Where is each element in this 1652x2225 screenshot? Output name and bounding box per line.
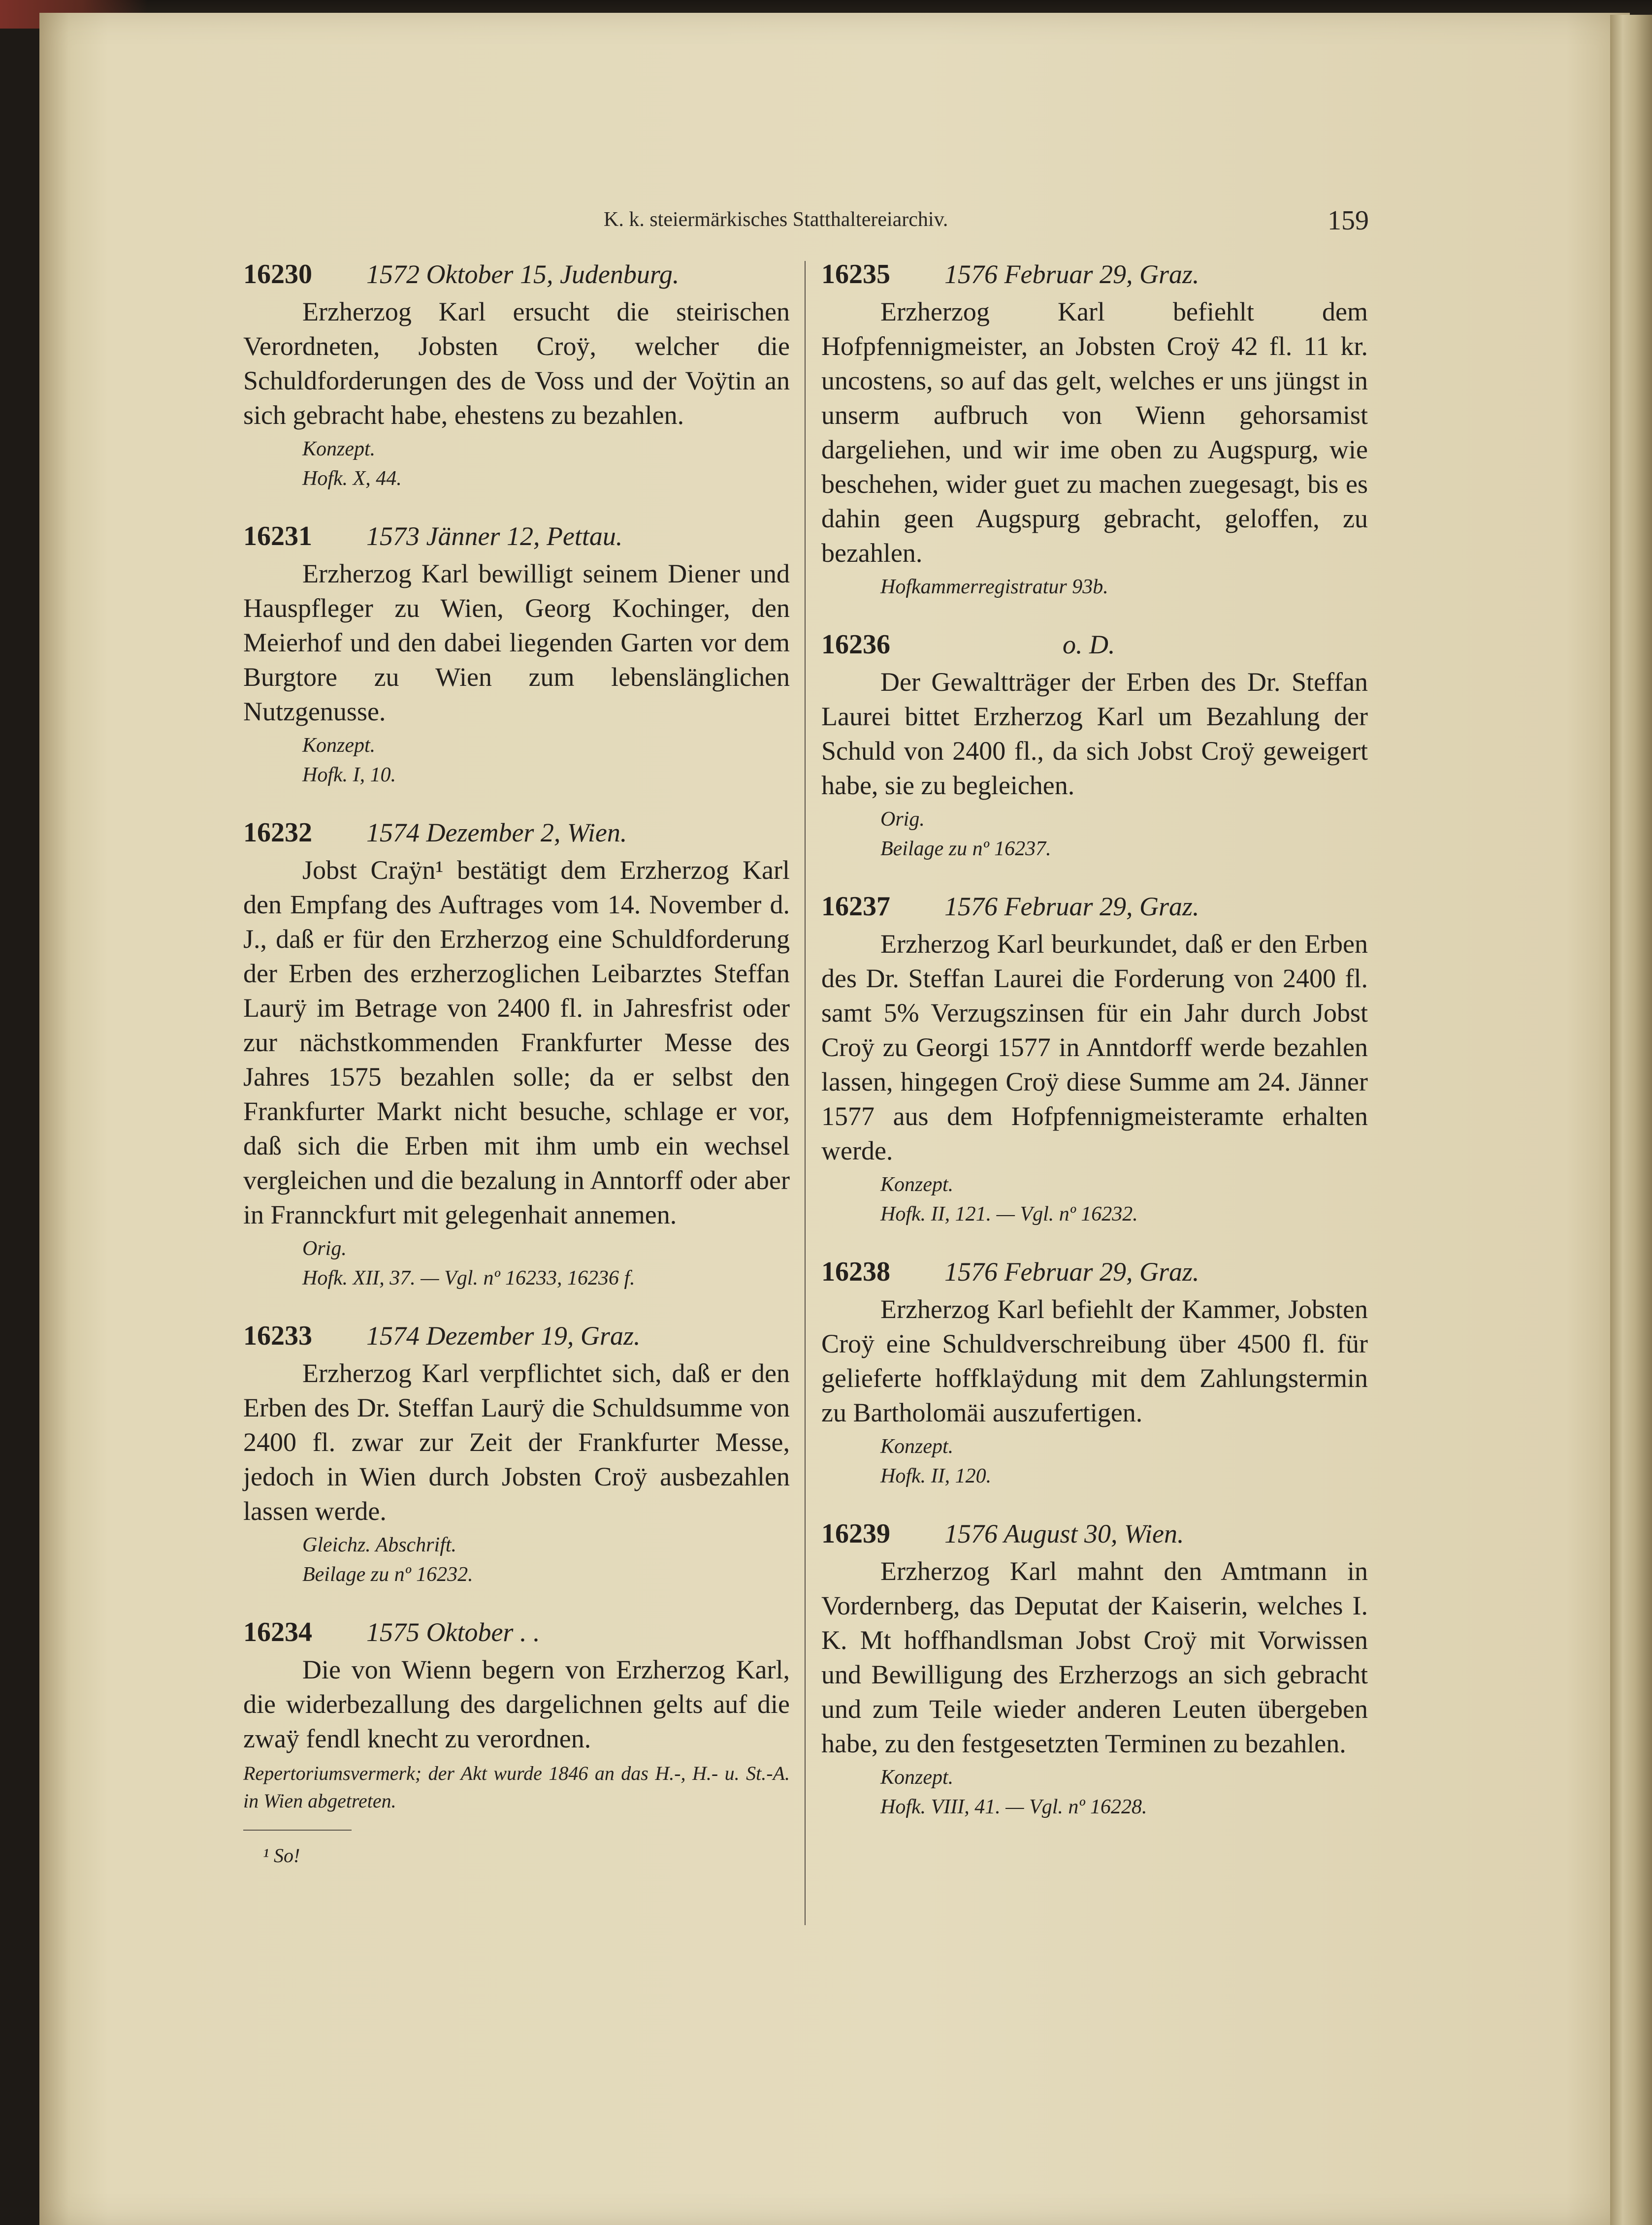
entry-number: 16235 <box>821 259 890 290</box>
repertory-note: Repertoriumsvermerk; der Akt wurde 1846 an das H.-, H.- u. St.-A. in Wien abgetreten. <box>243 1762 790 1812</box>
entry-16237 <box>821 889 1368 1229</box>
entry-number: 16238 <box>821 1257 890 1287</box>
column-divider <box>805 261 806 1925</box>
entry-16231 <box>243 519 790 790</box>
running-title: K. k. steiermärkisches Statthaltereiarchiv. <box>604 208 948 231</box>
entry-16230 <box>243 257 790 493</box>
entry-date: 1574 Dezember 19, Graz. <box>366 1321 641 1351</box>
entry-reference: Hofk. VIII, 41. — Vgl. nº 16228. <box>880 1796 1147 1818</box>
entry-reference: Hofk. II, 121. — Vgl. nº 16232. <box>880 1203 1138 1225</box>
entry-date: o. D. <box>1063 630 1115 659</box>
entry-reference: Hofk. X, 44. <box>302 467 402 490</box>
entry-date: 1576 Februar 29, Graz. <box>944 1257 1199 1287</box>
entry-date: 1576 Februar 29, Graz. <box>944 259 1199 289</box>
entry-reference: Beilage zu nº 16237. <box>880 838 1051 860</box>
page-number: 159 <box>1328 205 1369 236</box>
entry-date: 1572 Oktober 15, Judenburg. <box>366 259 680 289</box>
entry-number: 16237 <box>821 891 890 922</box>
entry-16233 <box>243 1319 790 1589</box>
entry-16238 <box>821 1255 1368 1491</box>
page-edge <box>1610 15 1652 2225</box>
entry-source: Gleichz. Abschrift. <box>302 1534 457 1556</box>
entry-number: 16239 <box>821 1518 890 1549</box>
entry-source: Konzept. <box>302 438 376 460</box>
entry-reference: Hofk. II, 120. <box>880 1465 992 1487</box>
entry-reference: Hofk. XII, 37. — Vgl. nº 16233, 16236 f. <box>302 1267 635 1290</box>
entry-reference: Hofk. I, 10. <box>302 764 396 786</box>
entry-16239 <box>821 1516 1368 1822</box>
entry-body: Erzherzog Karl ersucht die steirischen Verordneten, Jobsten Croÿ, welcher die Schuldforderungen des de Voss und der Voÿtin an sich gebracht habe, ehestens zu bezahlen. <box>243 297 790 430</box>
entry-number: 16232 <box>243 817 312 848</box>
entry-source: Konzept. <box>880 1173 954 1196</box>
entry-date: 1574 Dezember 2, Wien. <box>366 818 627 847</box>
entry-source: Konzept. <box>880 1435 954 1458</box>
entry-body: Jobst Craÿn¹ bestätigt dem Erzherzog Karl den Empfang des Auftrages vom 14. November d. J., daß er für den Erzherzog eine Schuldforderung der Erben des erzherzoglichen Leibarztes Steffan Laurÿ im Betrage von 2400 fl. in Jahresfrist oder zur nächstkommenden Frankfurter Messe des Jahres 1575 bezahlen solle; da er selbst den Frankfurter Markt nicht besuche, schlage er vor, daß sich die Erben mit ihm umb ein wechsel vergleichen und die bezalung in Anntorff oder aber in Frannckfurt mit gelegenhait annemen. <box>243 855 790 1229</box>
entry-16234 <box>243 1615 790 1815</box>
entry-number: 16236 <box>821 629 890 660</box>
entry-number: 16231 <box>243 521 312 551</box>
entry-body: Die von Wienn begern von Erzherzog Karl, die widerbezallung des dargelichnen gelts auf die zwaÿ fendl knecht zu verordnen. <box>243 1655 790 1753</box>
entry-16232 <box>243 815 790 1293</box>
right-column <box>821 257 1368 1847</box>
entry-date: 1576 August 30, Wien. <box>944 1519 1184 1548</box>
page-header <box>236 201 1369 240</box>
left-column <box>243 257 790 1873</box>
footnote-rule <box>243 1830 352 1831</box>
entry-number: 16233 <box>243 1321 312 1351</box>
entry-source: Hofkammerregistratur 93b. <box>880 576 1108 598</box>
entry-source: Konzept. <box>302 734 376 757</box>
entry-source: Konzept. <box>880 1766 954 1789</box>
entry-body: Erzherzog Karl befiehlt der Kammer, Jobsten Croÿ eine Schuldverschreibung über 4500 fl. für gelieferte hoffklaÿdung mit dem Zahlungstermin zu Bartholomäi auszufertigen. <box>821 1294 1368 1427</box>
entry-source: Orig. <box>880 808 925 831</box>
entry-body: Erzherzog Karl verpflichtet sich, daß er den Erben des Dr. Steffan Laurÿ die Schuldsumme von 2400 fl. zwar zur Zeit der Frankfurter Messe, jedoch in Wien durch Jobsten Croÿ ausbezahlen lassen werde. <box>243 1358 790 1526</box>
entry-date: 1573 Jänner 12, Pettau. <box>366 521 623 551</box>
entry-reference: Beilage zu nº 16232. <box>302 1563 473 1586</box>
entry-number: 16234 <box>243 1617 312 1647</box>
entry-body: Erzherzog Karl bewilligt seinem Diener und Hauspfleger zu Wien, Georg Kochinger, den Meierhof und den dabei liegenden Garten vor dem Burgtore zu Wien zum lebenslänglichen Nutzgenusse. <box>243 559 790 726</box>
footnote: ¹ So! <box>263 1844 300 1867</box>
entry-source: Orig. <box>302 1237 347 1260</box>
entry-16236 <box>821 627 1368 864</box>
entry-body: Erzherzog Karl beurkundet, daß er den Erben des Dr. Steffan Laurei die Forderung von 2400 fl. samt 5% Verzugszinsen für ein Jahr durch Jobst Croÿ zu Georgi 1577 in Anntdorff werde bezahlen lassen, hingegen Croÿ diese Summe am 24. Jänner 1577 aus dem Hofpfennigmeisteramte erhalten werde. <box>821 929 1368 1165</box>
entry-number: 16230 <box>243 259 312 290</box>
entry-date: 1576 Februar 29, Graz. <box>944 892 1199 921</box>
entry-body: Erzherzog Karl mahnt den Amtmann in Vordernberg, das Deputat der Kaiserin, welches I. K. Mt hoffhandlsman Jobst Croÿ mit Vorwissen und Bewilligung des Erzherzogs an sich gebracht und zum Teile wieder anderen Leuten übergeben habe, zu den festgesetzten Terminen zu bezahlen. <box>821 1556 1368 1758</box>
entry-date: 1575 Oktober . . <box>366 1617 540 1647</box>
entry-16235 <box>821 257 1368 602</box>
entry-body: Erzherzog Karl befiehlt dem Hofpfennigmeister, an Jobsten Croÿ 42 fl. 11 kr. uncostens, so auf das gelt, welches er uns jüngst in unserm aufbruch von Wienn gehorsamist dargeliehen, und wir ime oben zu Augspurg, wie beschehen, wider guet zu machen zuegesagt, bis es dahin geen Augspurg gebracht, geloffen, zu bezahlen. <box>821 297 1368 568</box>
entry-body: Der Gewaltträger der Erben des Dr. Steffan Laurei bittet Erzherzog Karl um Bezahlung der Schuld von 2400 fl., da sich Jobst Croÿ geweigert habe, sie zu begleichen. <box>821 667 1368 800</box>
